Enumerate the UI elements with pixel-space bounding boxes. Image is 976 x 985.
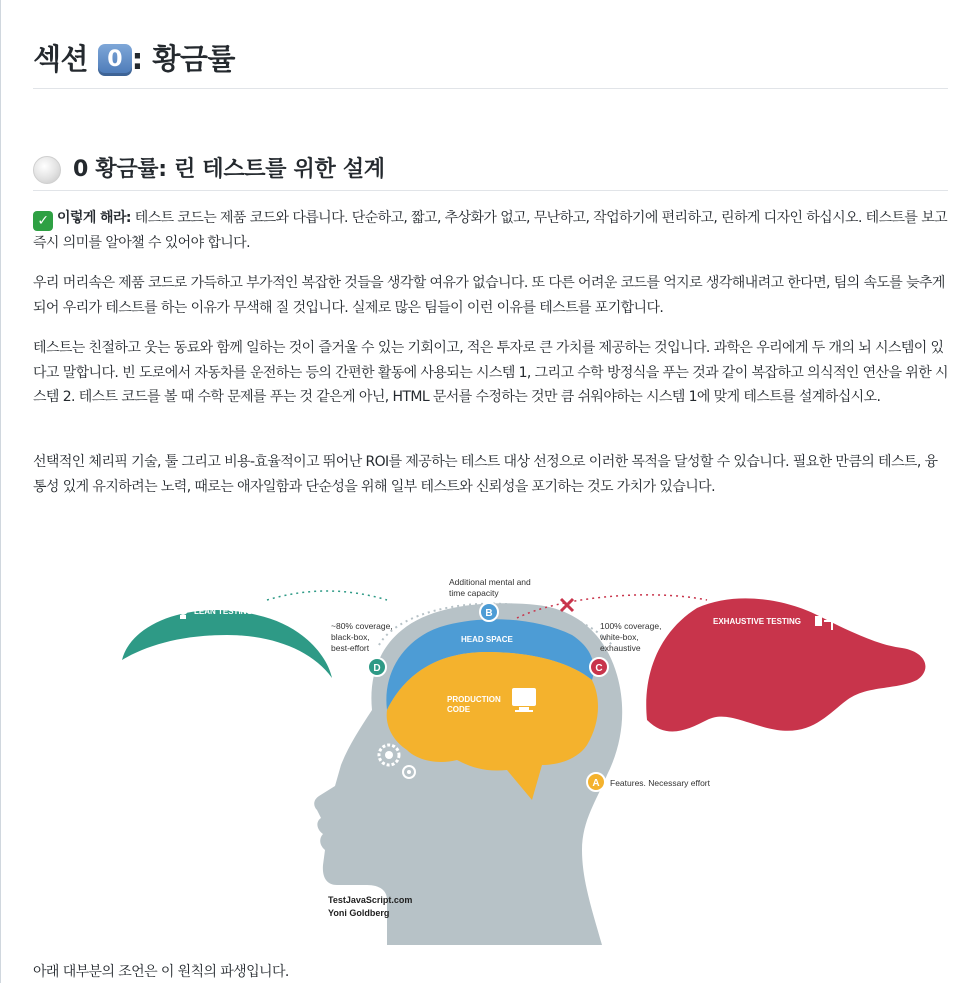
head-space-label: HEAD SPACE	[461, 635, 513, 644]
lean-testing-label: LEAN TESTING	[194, 607, 253, 616]
marker-b	[480, 603, 498, 621]
do-this-label: 이렇게 해라:	[57, 210, 131, 226]
exhaustive-note-line-1: 100% coverage,	[600, 621, 662, 631]
marker-a-label: A	[592, 778, 600, 789]
marker-d	[368, 658, 386, 676]
paragraph-4: 선택적인 체리픽 기술, 툴 그리고 비용-효율적이고 뛰어난 ROI를 제공하는 테스트 대상 선정으로 이러한 목적을 달성할 수 있습니다. 필요한 만큼의 테스트, 융통성 있게 유지하려는 노력, 때로는 애자일함과 단순성을 위해 일부 테스트와 신뢰성을 포기하는 것도 가치가 있습니다.	[33, 454, 938, 495]
marker-b-label: B	[485, 608, 493, 619]
production-code-label-1: PRODUCTION	[447, 695, 501, 704]
paragraph-2: 우리 머리속은 제품 코드로 가득하고 부가적인 복잡한 것들을 생각할 여유가 없습니다. 또 다른 어려운 코드를 억지로 생각해내려고 한다면, 팀의 속도를 늦추게 되어 우리가 테스트를 하는 이유가 무색해 질 것입니다. 실제로 많은 팀들이 이런 이유를 테스트를 포기합니다.	[33, 275, 945, 316]
exhaustive-testing-label: EXHAUSTIVE TESTING	[713, 617, 802, 626]
white-circle-icon	[33, 156, 61, 184]
lean-testing-arc	[122, 610, 332, 678]
lean-testing-infographic	[87, 560, 947, 945]
marker-d-label: D	[373, 663, 381, 674]
section-title-suffix: : 황금률	[131, 42, 235, 76]
keycap-zero-icon: 0	[98, 44, 132, 76]
paragraph-1-text: 테스트 코드는 제품 코드와 다릅니다. 단순하고, 짧고, 추상화가 없고, 무난하고, 작업하기에 편리하고, 린하게 디자인 하십시오. 테스트를 보고 즉시 의미를 알아챌 수 있어야 합니다.	[33, 210, 948, 251]
lean-dotted-link	[267, 591, 387, 600]
section-title-prefix: 섹션	[33, 42, 89, 76]
production-code-label-2: CODE	[447, 705, 471, 714]
additional-capacity-line-1: Additional mental and	[449, 577, 531, 587]
left-border	[0, 0, 1, 983]
marker-c	[590, 658, 608, 676]
section-divider	[33, 88, 948, 89]
lean-note-line-2: black-box,	[331, 632, 370, 642]
credit-line-1: TestJavaScript.com	[328, 895, 413, 905]
paragraph-5: 아래 대부분의 조언은 이 원칙의 파생입니다.	[33, 964, 289, 980]
exhaustive-note-line-3: exhaustive	[600, 643, 641, 653]
marker-c-label: C	[595, 663, 603, 674]
subsection-title: 0 황금률: 린 테스트를 위한 설계	[73, 157, 385, 182]
infographic-svg	[87, 560, 947, 945]
paragraph-do-this	[33, 206, 948, 256]
section-heading	[33, 36, 235, 82]
exhaustive-note-line-2: white-box,	[600, 632, 639, 642]
credit-line-2: Yoni Goldberg	[328, 908, 390, 918]
subsection-divider	[33, 190, 948, 191]
marker-a	[587, 773, 605, 791]
lean-note-line-1: ~80% coverage,	[331, 621, 393, 631]
additional-capacity-line-2: time capacity	[449, 588, 499, 598]
cross-mark-icon	[561, 599, 573, 611]
subsection-heading	[33, 152, 385, 188]
paragraph-3: 테스트는 친절하고 웃는 동료와 함께 일하는 것이 즐거울 수 있는 기회이고, 적은 투자로 큰 가치를 제공하는 것입니다. 과학은 우리에게 두 개의 뇌 시스템이 있다고 말합니다. 빈 도로에서 자동차를 운전하는 등의 간편한 활동에 사용되는 시스템 1, 그리고 수학 방정식을 푸는 것과 같이 복잡하고 의식적인 연산을 위한 시스템 2. 테스트 코드를 볼 때 수학 문제를 푸는 것 같은게 아닌, HTML 문서를 수정하는 것만 큼 쉬워야하는 시스템 1에 맞게 테스트를 설계하십시오.	[33, 340, 948, 405]
check-mark-icon: ✓	[33, 211, 53, 231]
features-note: Features. Necessary effort	[610, 778, 710, 788]
lean-note-line-3: best-effort	[331, 643, 370, 653]
